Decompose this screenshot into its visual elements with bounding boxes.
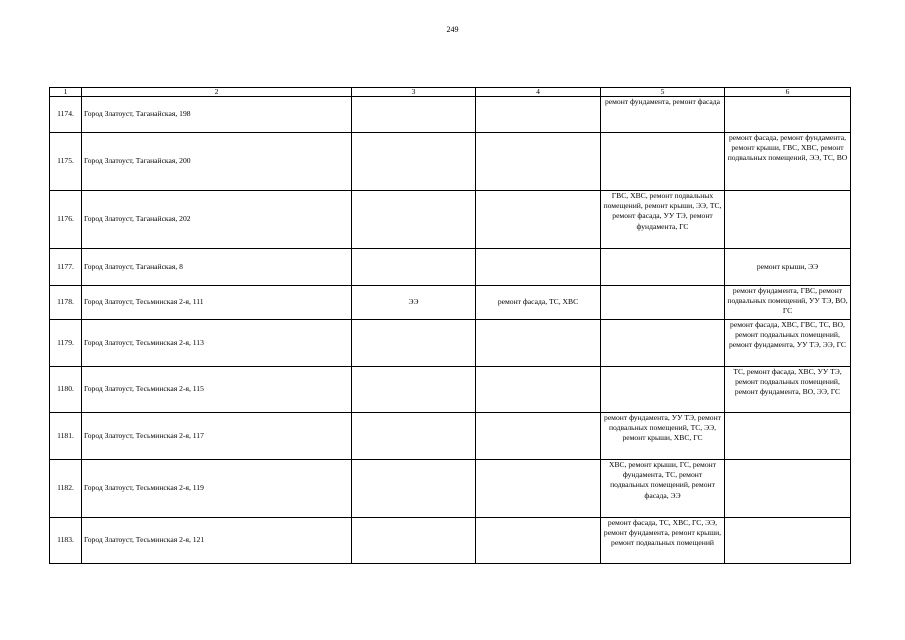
row-cell-4 [476, 367, 601, 413]
repair-table [49, 87, 851, 564]
row-number: 1180. [50, 367, 82, 413]
row-cell-6: ремонт крыши, ЭЭ [725, 249, 851, 286]
row-cell-5 [601, 367, 725, 413]
row-number: 1182. [50, 460, 82, 518]
table-row [50, 518, 851, 564]
row-cell-3: ЭЭ [352, 286, 476, 320]
row-number: 1174. [50, 97, 82, 133]
row-cell-6 [725, 191, 851, 249]
row-cell-6 [725, 460, 851, 518]
row-cell-6: ремонт фундамента, ГВС, ремонт подвальных помещений, УУ ТЭ, ВО, ГС [725, 286, 851, 320]
page-number: 249 [446, 25, 459, 34]
table-row [50, 413, 851, 460]
row-cell-6 [725, 518, 851, 564]
row-number: 1177. [50, 249, 82, 286]
column-header: 5 [601, 88, 725, 97]
row-address: Город Златоуст, Таганайская, 198 [82, 97, 352, 133]
row-number: 1175. [50, 133, 82, 191]
column-header: 3 [352, 88, 476, 97]
column-header: 2 [82, 88, 352, 97]
row-cell-4 [476, 133, 601, 191]
row-cell-4 [476, 191, 601, 249]
row-cell-3 [352, 320, 476, 367]
table-row [50, 249, 851, 286]
row-cell-5 [601, 249, 725, 286]
table-row [50, 133, 851, 191]
column-header: 4 [476, 88, 601, 97]
row-cell-4 [476, 97, 601, 133]
row-cell-5: ремонт фундамента, УУ ТЭ, ремонт подвальных помещений, ТС, ЭЭ, ремонт крыши, ХВС, ГС [601, 413, 725, 460]
row-cell-3 [352, 518, 476, 564]
row-cell-5 [601, 133, 725, 191]
row-cell-4 [476, 460, 601, 518]
row-cell-5 [601, 320, 725, 367]
row-cell-5: ХВС, ремонт крыши, ГС, ремонт фундамента, ТС, ремонт подвальных помещений, ремонт фасада, ЭЭ [601, 460, 725, 518]
table-row [50, 97, 851, 133]
row-cell-3 [352, 133, 476, 191]
row-number: 1176. [50, 191, 82, 249]
row-number: 1183. [50, 518, 82, 564]
row-number: 1181. [50, 413, 82, 460]
row-address: Город Златоуст, Тесьминская 2-я, 121 [82, 518, 352, 564]
row-address: Город Златоуст, Тесьминская 2-я, 119 [82, 460, 352, 518]
row-cell-3 [352, 97, 476, 133]
row-cell-4 [476, 518, 601, 564]
row-cell-3 [352, 367, 476, 413]
row-cell-6 [725, 413, 851, 460]
row-number: 1178. [50, 286, 82, 320]
row-address: Город Златоуст, Тесьминская 2-я, 113 [82, 320, 352, 367]
column-header: 1 [50, 88, 82, 97]
table-row [50, 460, 851, 518]
row-cell-5 [601, 286, 725, 320]
table-row [50, 320, 851, 367]
table-row [50, 191, 851, 249]
row-cell-4 [476, 249, 601, 286]
column-header: 6 [725, 88, 851, 97]
row-cell-6: ТС, ремонт фасада, ХВС, УУ ТЭ, ремонт подвальных помещений, ремонт фундамента, ВО, ЭЭ, ГС [725, 367, 851, 413]
row-cell-3 [352, 460, 476, 518]
row-address: Город Златоуст, Тесьминская 2-я, 117 [82, 413, 352, 460]
row-number: 1179. [50, 320, 82, 367]
row-cell-3 [352, 249, 476, 286]
row-cell-5: ГВС, ХВС, ремонт подвальных помещений, ремонт крыши, ЭЭ, ТС, ремонт фасада, УУ ТЭ, ремонт фундамента, ГС [601, 191, 725, 249]
row-address: Город Златоуст, Таганайская, 202 [82, 191, 352, 249]
row-address: Город Златоуст, Таганайская, 8 [82, 249, 352, 286]
row-cell-6 [725, 97, 851, 133]
row-cell-4: ремонт фасада, ТС, ХВС [476, 286, 601, 320]
row-address: Город Златоуст, Тесьминская 2-я, 111 [82, 286, 352, 320]
table-row [50, 286, 851, 320]
row-cell-4 [476, 413, 601, 460]
header-row [50, 88, 851, 97]
row-address: Город Златоуст, Тесьминская 2-я, 115 [82, 367, 352, 413]
row-cell-4 [476, 320, 601, 367]
row-cell-6: ремонт фасада, ХВС, ГВС, ТС, ВО, ремонт подвальных помещений, ремонт фундамента, УУ ТЭ, ЭЭ, ГС [725, 320, 851, 367]
row-cell-3 [352, 413, 476, 460]
row-address: Город Златоуст, Таганайская, 200 [82, 133, 352, 191]
row-cell-6: ремонт фасада, ремонт фундамента, ремонт крыши, ГВС, ХВС, ремонт подвальных помещений, ЭЭ, ТС, ВО [725, 133, 851, 191]
table-row [50, 367, 851, 413]
row-cell-3 [352, 191, 476, 249]
row-cell-5: ремонт фасада, ТС, ХВС, ГС, ЭЭ, ремонт фундамента, ремонт крыши, ремонт подвальных помещений [601, 518, 725, 564]
row-cell-5: ремонт фундамента, ремонт фасада [601, 97, 725, 133]
